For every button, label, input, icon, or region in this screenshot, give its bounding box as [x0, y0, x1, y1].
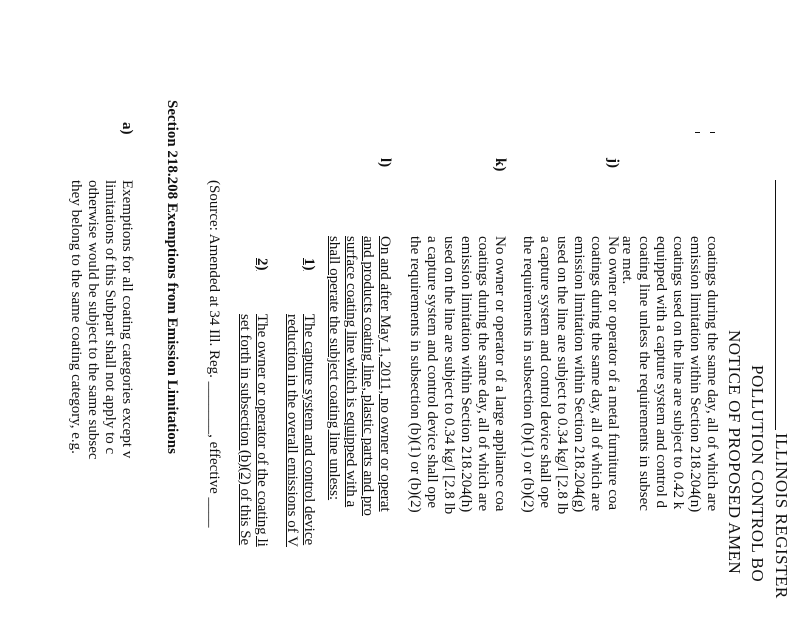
- source-note: (Source: Amended at 34 Ill. Reg. _______, effective ____: [206, 180, 222, 528]
- text-line: equipped with a capture system and control d: [653, 236, 669, 509]
- subparagraph-label-2: 2): [254, 258, 270, 271]
- text-line: otherwise would be subject to the same subsec: [85, 180, 101, 460]
- text-line: The capture system and control device: [301, 314, 317, 546]
- text-line: set forth in subsection (b)(2) of this Se: [237, 314, 253, 546]
- text-line: coatings during the same day, all of which are: [475, 236, 491, 512]
- paragraph-k: [406, 236, 508, 514]
- text-line: No owner or operator of a large appliance coa: [492, 236, 508, 512]
- text-line: a capture system and control device shall ope: [424, 236, 440, 508]
- subparagraph-label-1: 1): [301, 258, 317, 271]
- paragraph-label-a: a): [119, 122, 135, 135]
- paragraph-label-l: l): [377, 158, 393, 168]
- text-line: emission limitation within Section 218.204(n): [687, 236, 703, 513]
- text-line: reduction in the overall emissions of V: [284, 314, 300, 548]
- paragraph-l: [325, 236, 393, 516]
- text-line: shall operate the subject coating line unless:: [326, 236, 342, 501]
- text-line: the requirements in subsection (b)(1) or (b)(2): [520, 236, 536, 513]
- text-line: a capture system and control device shall ope: [537, 236, 553, 508]
- text-line: they belong to the same coating category, e.g.: [68, 180, 84, 454]
- text-line: On and after May 1, 2011, no owner or operat: [377, 236, 393, 512]
- text-line: coatings used on the line are subject to 0.42 k: [670, 236, 686, 510]
- text-line: and products coating line, plastic parts and pro: [360, 236, 376, 516]
- text-line: used on the line are subject to 0.34 kg/l [2.8 lb: [441, 236, 457, 515]
- text-line: coatings during the same day, all of which are: [704, 236, 720, 512]
- paragraph-j: [519, 236, 621, 514]
- subparagraph-1: [283, 314, 317, 547]
- text-line: The owner or operator of the coating li: [254, 314, 270, 547]
- header-rule: [775, 180, 776, 430]
- text-line: limitations of this Subpart shall not apply to c: [102, 180, 118, 455]
- text-line: the requirements in subsection (b)(1) or (b)(2): [407, 236, 423, 513]
- text-line: coatings during the same day, all of which are: [588, 236, 604, 512]
- notice-title: NOTICE OF PROPOSED AMEN: [725, 330, 744, 575]
- text-line: Exemptions for all coating categories except v: [119, 180, 135, 459]
- margin-mark: [710, 132, 715, 133]
- text-line: coating line unless the requirements in subsec: [636, 236, 652, 511]
- intro-paragraph: [618, 236, 720, 512]
- text-line: used on the line are subject to 0.34 kg/l [2.8 lb: [554, 236, 570, 515]
- text-line: are met.: [619, 236, 635, 285]
- subparagraph-2: [236, 314, 270, 547]
- margin-mark: [695, 132, 700, 133]
- text-line: No owner or operator of a metal furniture coa: [605, 236, 621, 511]
- text-line: surface coating line which is equipped with a: [343, 236, 359, 508]
- text-line: emission limitation within Section 218.204(h): [458, 236, 474, 513]
- register-title: ILLINOIS REGISTER: [772, 433, 791, 599]
- paragraph-label-k: k): [492, 158, 508, 172]
- text-line: emission limitation within Section 218.204(g): [571, 236, 587, 513]
- paragraph-a: [67, 180, 135, 460]
- section-heading: Section 218.208 Exemptions from Emission Limitations: [164, 100, 180, 454]
- board-title: POLLUTION CONTROL BO: [748, 365, 767, 583]
- paragraph-label-j: j): [605, 158, 621, 168]
